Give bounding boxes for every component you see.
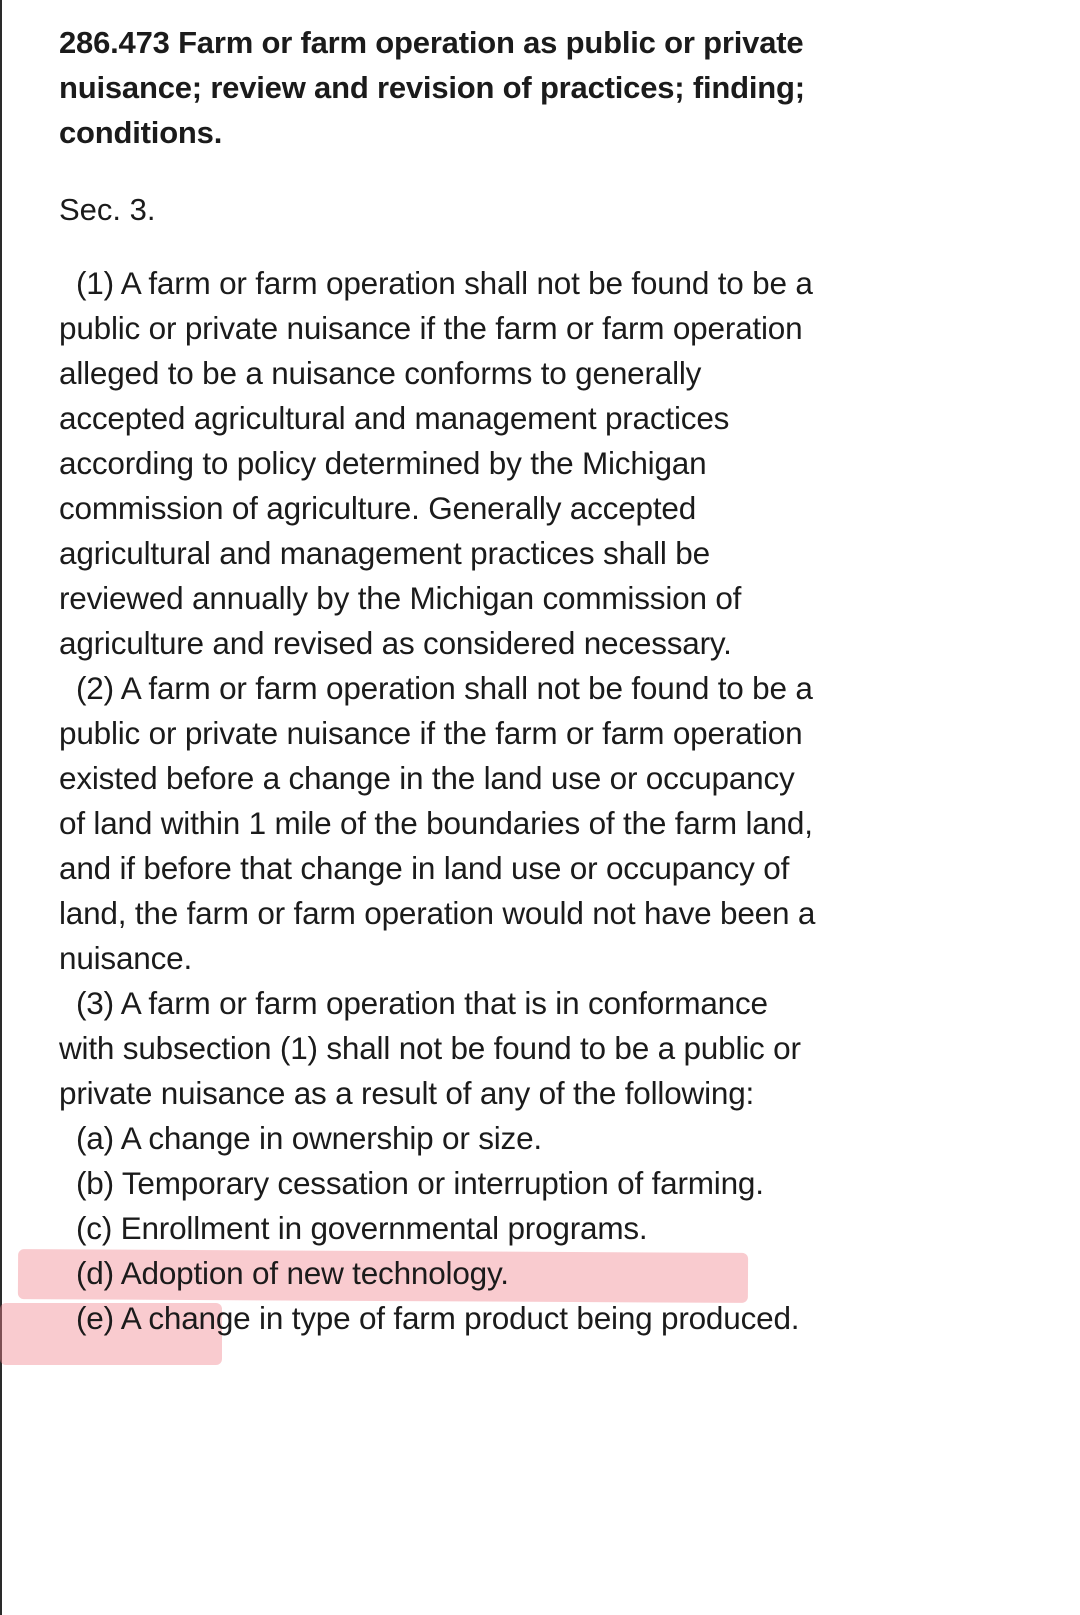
item-d: (d) Adoption of new technology. xyxy=(76,1255,509,1291)
left-edge-divider xyxy=(0,0,2,1615)
statute-body xyxy=(59,261,819,1341)
item-a: (a) A change in ownership or size. xyxy=(76,1120,542,1156)
subsection-2: (2) A farm or farm operation shall not be found to be a public or private nuisance if the farm or farm operation existed before a change in the land use or occupancy of land within 1 mile of the boundaries of the farm land, and if before that change in land use or occupancy of land, the farm or farm operation would not have been a nuisance. xyxy=(59,670,816,976)
subsection-1: (1) A farm or farm operation shall not be found to be a public or private nuisance if the farm or farm operation alleged to be a nuisance conforms to generally accepted agricultural and management practices according to policy determined by the Michigan commission of agriculture. Generally accepted agricultural and management practices shall be reviewed annually by the Michigan commission of agriculture and revised as considered necessary. xyxy=(59,265,813,661)
item-e: (e) A change in type of farm product being produced. xyxy=(76,1300,800,1336)
statute-document xyxy=(59,20,819,1341)
section-number: Sec. 3. xyxy=(59,192,156,227)
item-c: (c) Enrollment in governmental programs. xyxy=(76,1210,648,1246)
item-b-highlighted: (b) Temporary cessation or interruption of farming. xyxy=(76,1165,764,1201)
subsection-3: (3) A farm or farm operation that is in conformance with subsection (1) shall not be found to be a public or private nuisance as a result of any of the following: xyxy=(59,985,801,1111)
statute-title: 286.473 Farm or farm operation as public or private nuisance; review and revision of practices; finding; conditions. xyxy=(59,25,805,150)
